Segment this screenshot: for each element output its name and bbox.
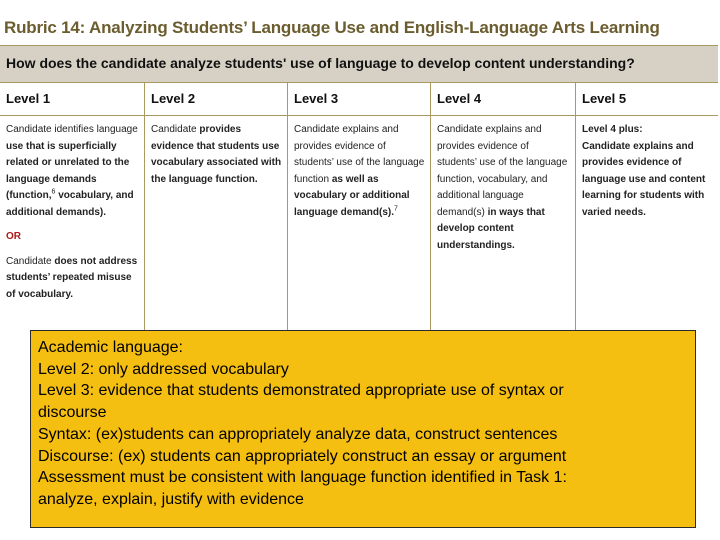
rubric-question-band (0, 45, 718, 83)
level-4-description: Candidate explains and provides evidence of students’ use of the language function, vocabulary, and additional language demand(s) in ways that develop content understandings. (437, 124, 568, 251)
level-2-column (144, 83, 287, 333)
level-5-header: Level 5 (576, 83, 718, 116)
rubric-table (0, 83, 718, 333)
level-1-column (0, 83, 144, 333)
level-1-header: Level 1 (0, 83, 144, 116)
rubric-question: How does the candidate analyze students' use of language to develop content understanding? (6, 55, 635, 71)
note-line: Syntax: (ex)students can appropriately analyze data, construct sentences (38, 425, 558, 443)
note-line: Assessment must be consistent with language function identified in Task 1: (38, 469, 567, 487)
level-3-header: Level 3 (288, 83, 430, 116)
page-title: Rubric 14: Analyzing Students’ Language Use and English-Language Arts Learning (4, 18, 660, 37)
level-3-column (287, 83, 430, 333)
level-4-column (430, 83, 575, 333)
level-1-description: Candidate identifies language use that is superficially related or unrelated to the language demands (function,$^6$ vocabulary, and additional demands). OR Candidate does not address students’ repeated misuse of vocabulary. (0, 116, 144, 303)
academic-language-note (30, 330, 696, 528)
level-5-column (575, 83, 718, 333)
level-2-header: Level 2 (145, 83, 287, 116)
level-3-description: Candidate explains and provides evidence of students’ use of the language function as well as vocabulary or additional language demand(s).$^7$ (294, 124, 425, 218)
note-line: Level 3: evidence that students demonstrated appropriate use of syntax or (38, 382, 564, 400)
note-line: analyze, explain, justify with evidence (38, 490, 304, 508)
level-2-description: Candidate provides evidence that students use vocabulary associated with the language function. (151, 124, 282, 185)
note-line: discourse (38, 404, 107, 422)
note-line: Academic language: (38, 339, 183, 356)
note-line: Discourse: (ex) students can appropriately construct an essay or argument (38, 447, 567, 465)
level-5-description: Level 4 plus: Candidate explains and provides evidence of language use and content learning for students with varied needs. (582, 124, 706, 218)
or-separator: OR (6, 231, 21, 242)
note-line: Level 2: only addressed vocabulary (38, 360, 289, 378)
level-4-header: Level 4 (431, 83, 575, 116)
